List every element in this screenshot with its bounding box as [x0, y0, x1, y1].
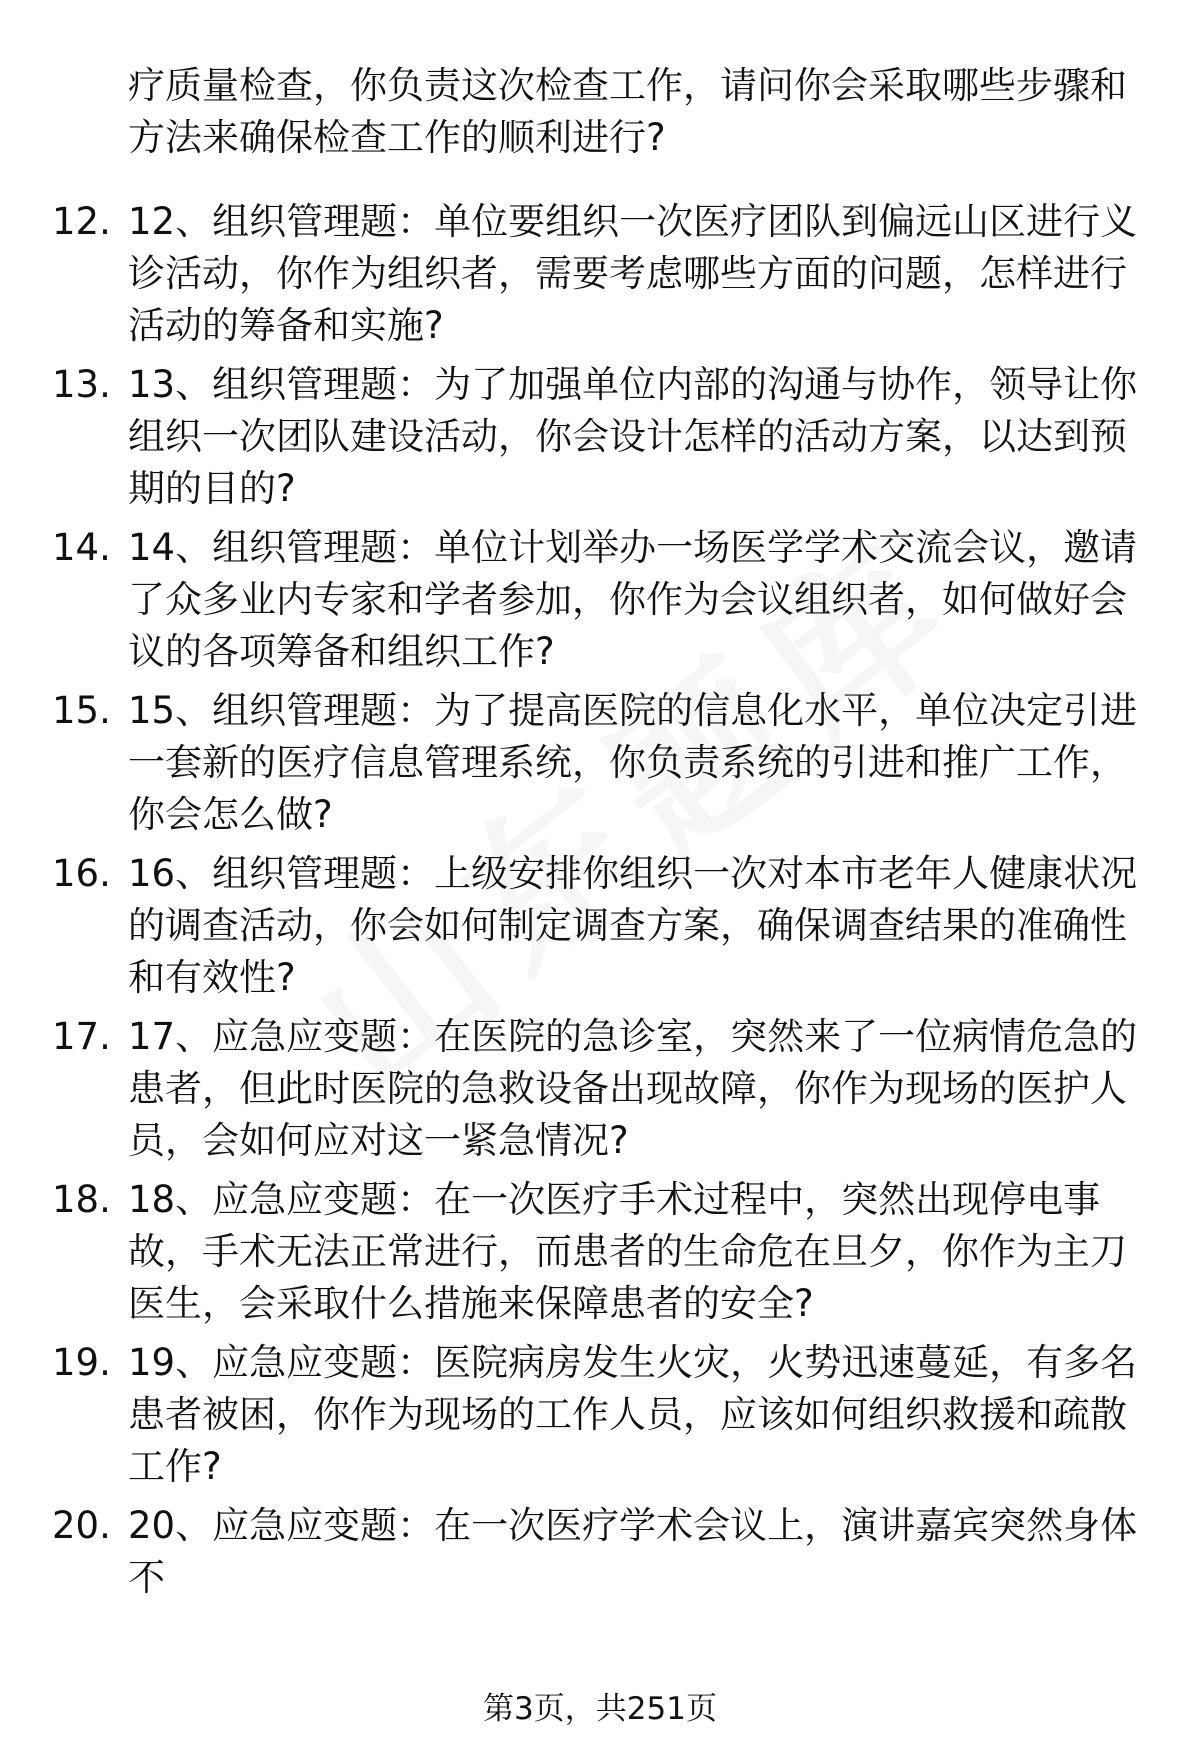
page-footer: 第3页，共251页: [483, 1691, 717, 1727]
item-number: 19.: [52, 1341, 111, 1384]
continued-paragraph: 疗质量检查，你负责这次检查工作，请问你会采取哪些步骤和方法来确保检查工作的顺利进行?: [128, 64, 1127, 159]
item-text: 12、组织管理题：单位要组织一次医疗团队到偏远山区进行义诊活动，你作为组织者，需要考虑哪些方面的问题，怎样进行活动的筹备和实施?: [128, 200, 1138, 347]
item-number: 15.: [52, 689, 111, 732]
item-number: 18.: [52, 1178, 111, 1221]
item-text: 18、应急应变题：在一次医疗手术过程中，突然出现停电事故，手术无法正常进行，而患者的生命危在旦夕，你作为主刀医生，会采取什么措施来保障患者的安全?: [128, 1178, 1127, 1325]
item-text: 16、组织管理题：上级安排你组织一次对本市老年人健康状况的调查活动，你会如何制定调查方案，确保调查结果的准确性和有效性?: [128, 852, 1138, 999]
item-number: 20.: [52, 1504, 111, 1547]
item-number: 13.: [52, 363, 111, 406]
item-text: 15、组织管理题：为了提高医院的信息化水平，单位决定引进一套新的医疗信息管理系统，你负责系统的引进和推广工作，你会怎么做?: [128, 689, 1138, 836]
item-text: 20、应急应变题：在一次医疗学术会议上，演讲嘉宾突然身体不: [128, 1504, 1138, 1599]
item-text: 13、组织管理题：为了加强单位内部的沟通与协作，领导让你组织一次团队建设活动，你会设计怎样的活动方案，以达到预期的目的?: [128, 363, 1138, 510]
item-number: 12.: [52, 200, 111, 243]
item-number: 17.: [52, 1015, 111, 1058]
item-text: 14、组织管理题：单位计划举办一场医学学术交流会议，邀请了众多业内专家和学者参加，你作为会议组织者，如何做好会议的各项筹备和组织工作?: [128, 526, 1138, 673]
item-number: 14.: [52, 526, 111, 569]
item-text: 17、应急应变题：在医院的急诊室，突然来了一位病情危急的患者，但此时医院的急救设备出现故障，你作为现场的医护人员，会如何应对这一紧急情况?: [128, 1015, 1138, 1162]
item-text: 19、应急应变题：医院病房发生火灾，火势迅速蔓延，有多名患者被困，你作为现场的工作人员，应该如何组织救援和疏散工作?: [128, 1341, 1138, 1488]
item-number: 16.: [52, 852, 111, 895]
